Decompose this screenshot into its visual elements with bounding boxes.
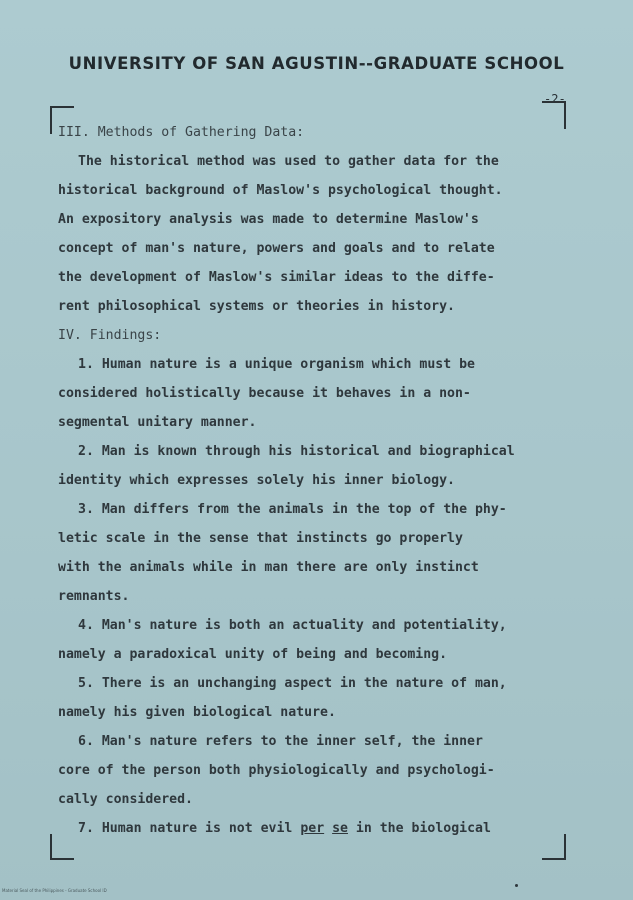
finding-line: considered holistically because it behaves in a non-: [58, 386, 471, 401]
paper-speck: [515, 884, 518, 887]
section-heading-findings: IV. Findings:: [58, 328, 162, 343]
finding-line: namely his given biological nature.: [58, 705, 336, 720]
section-heading-methods: III. Methods of Gathering Data:: [58, 125, 305, 140]
finding-text: in the biological: [347, 821, 491, 836]
underlined-word: se: [332, 821, 348, 836]
paragraph-line: historical background of Maslow's psychological thought.: [58, 183, 503, 198]
body-text: [58, 118, 578, 843]
finding-line: 6. Man's nature refers to the inner self, the inner: [78, 734, 483, 749]
underlined-word: per: [300, 821, 325, 836]
finding-line: cally considered.: [58, 792, 193, 807]
finding-line: [58, 814, 578, 843]
paragraph-line: The historical method was used to gather data for the: [78, 154, 499, 169]
finding-line: 3. Man differs from the animals in the top of the phy-: [78, 502, 507, 517]
finding-line: with the animals while in man there are only instinct: [58, 560, 479, 575]
finding-text: 7. Human nature is not evil: [78, 821, 301, 836]
finding-line: identity which expresses solely his inner biology.: [58, 473, 455, 488]
finding-line: 5. There is an unchanging aspect in the nature of man,: [78, 676, 507, 691]
page-header: UNIVERSITY OF SAN AGUSTIN--GRADUATE SCHOOL: [68, 54, 565, 73]
scan-source-note: Material Seal of the Philippines - Graduate School ID: [2, 888, 107, 893]
paragraph-line: concept of man's nature, powers and goals and to relate: [58, 241, 495, 256]
paragraph-line: the development of Maslow's similar ideas to the diffe-: [58, 270, 495, 285]
paragraph-line: rent philosophical systems or theories in history.: [58, 299, 455, 314]
finding-line: namely a paradoxical unity of being and becoming.: [58, 647, 448, 662]
page-number: -2-: [544, 92, 566, 106]
finding-line: letic scale in the sense that instincts go properly: [58, 531, 463, 546]
finding-line: segmental unitary manner.: [58, 415, 257, 430]
finding-line: core of the person both physiologically and psychologi-: [58, 763, 495, 778]
finding-line: 1. Human nature is a unique organism which must be: [78, 357, 475, 372]
paragraph-line: An expository analysis was made to determine Maslow's: [58, 212, 479, 227]
finding-line: 4. Man's nature is both an actuality and potentiality,: [78, 618, 507, 633]
finding-line: remnants.: [58, 589, 130, 604]
finding-line: 2. Man is known through his historical and biographical: [78, 444, 515, 459]
